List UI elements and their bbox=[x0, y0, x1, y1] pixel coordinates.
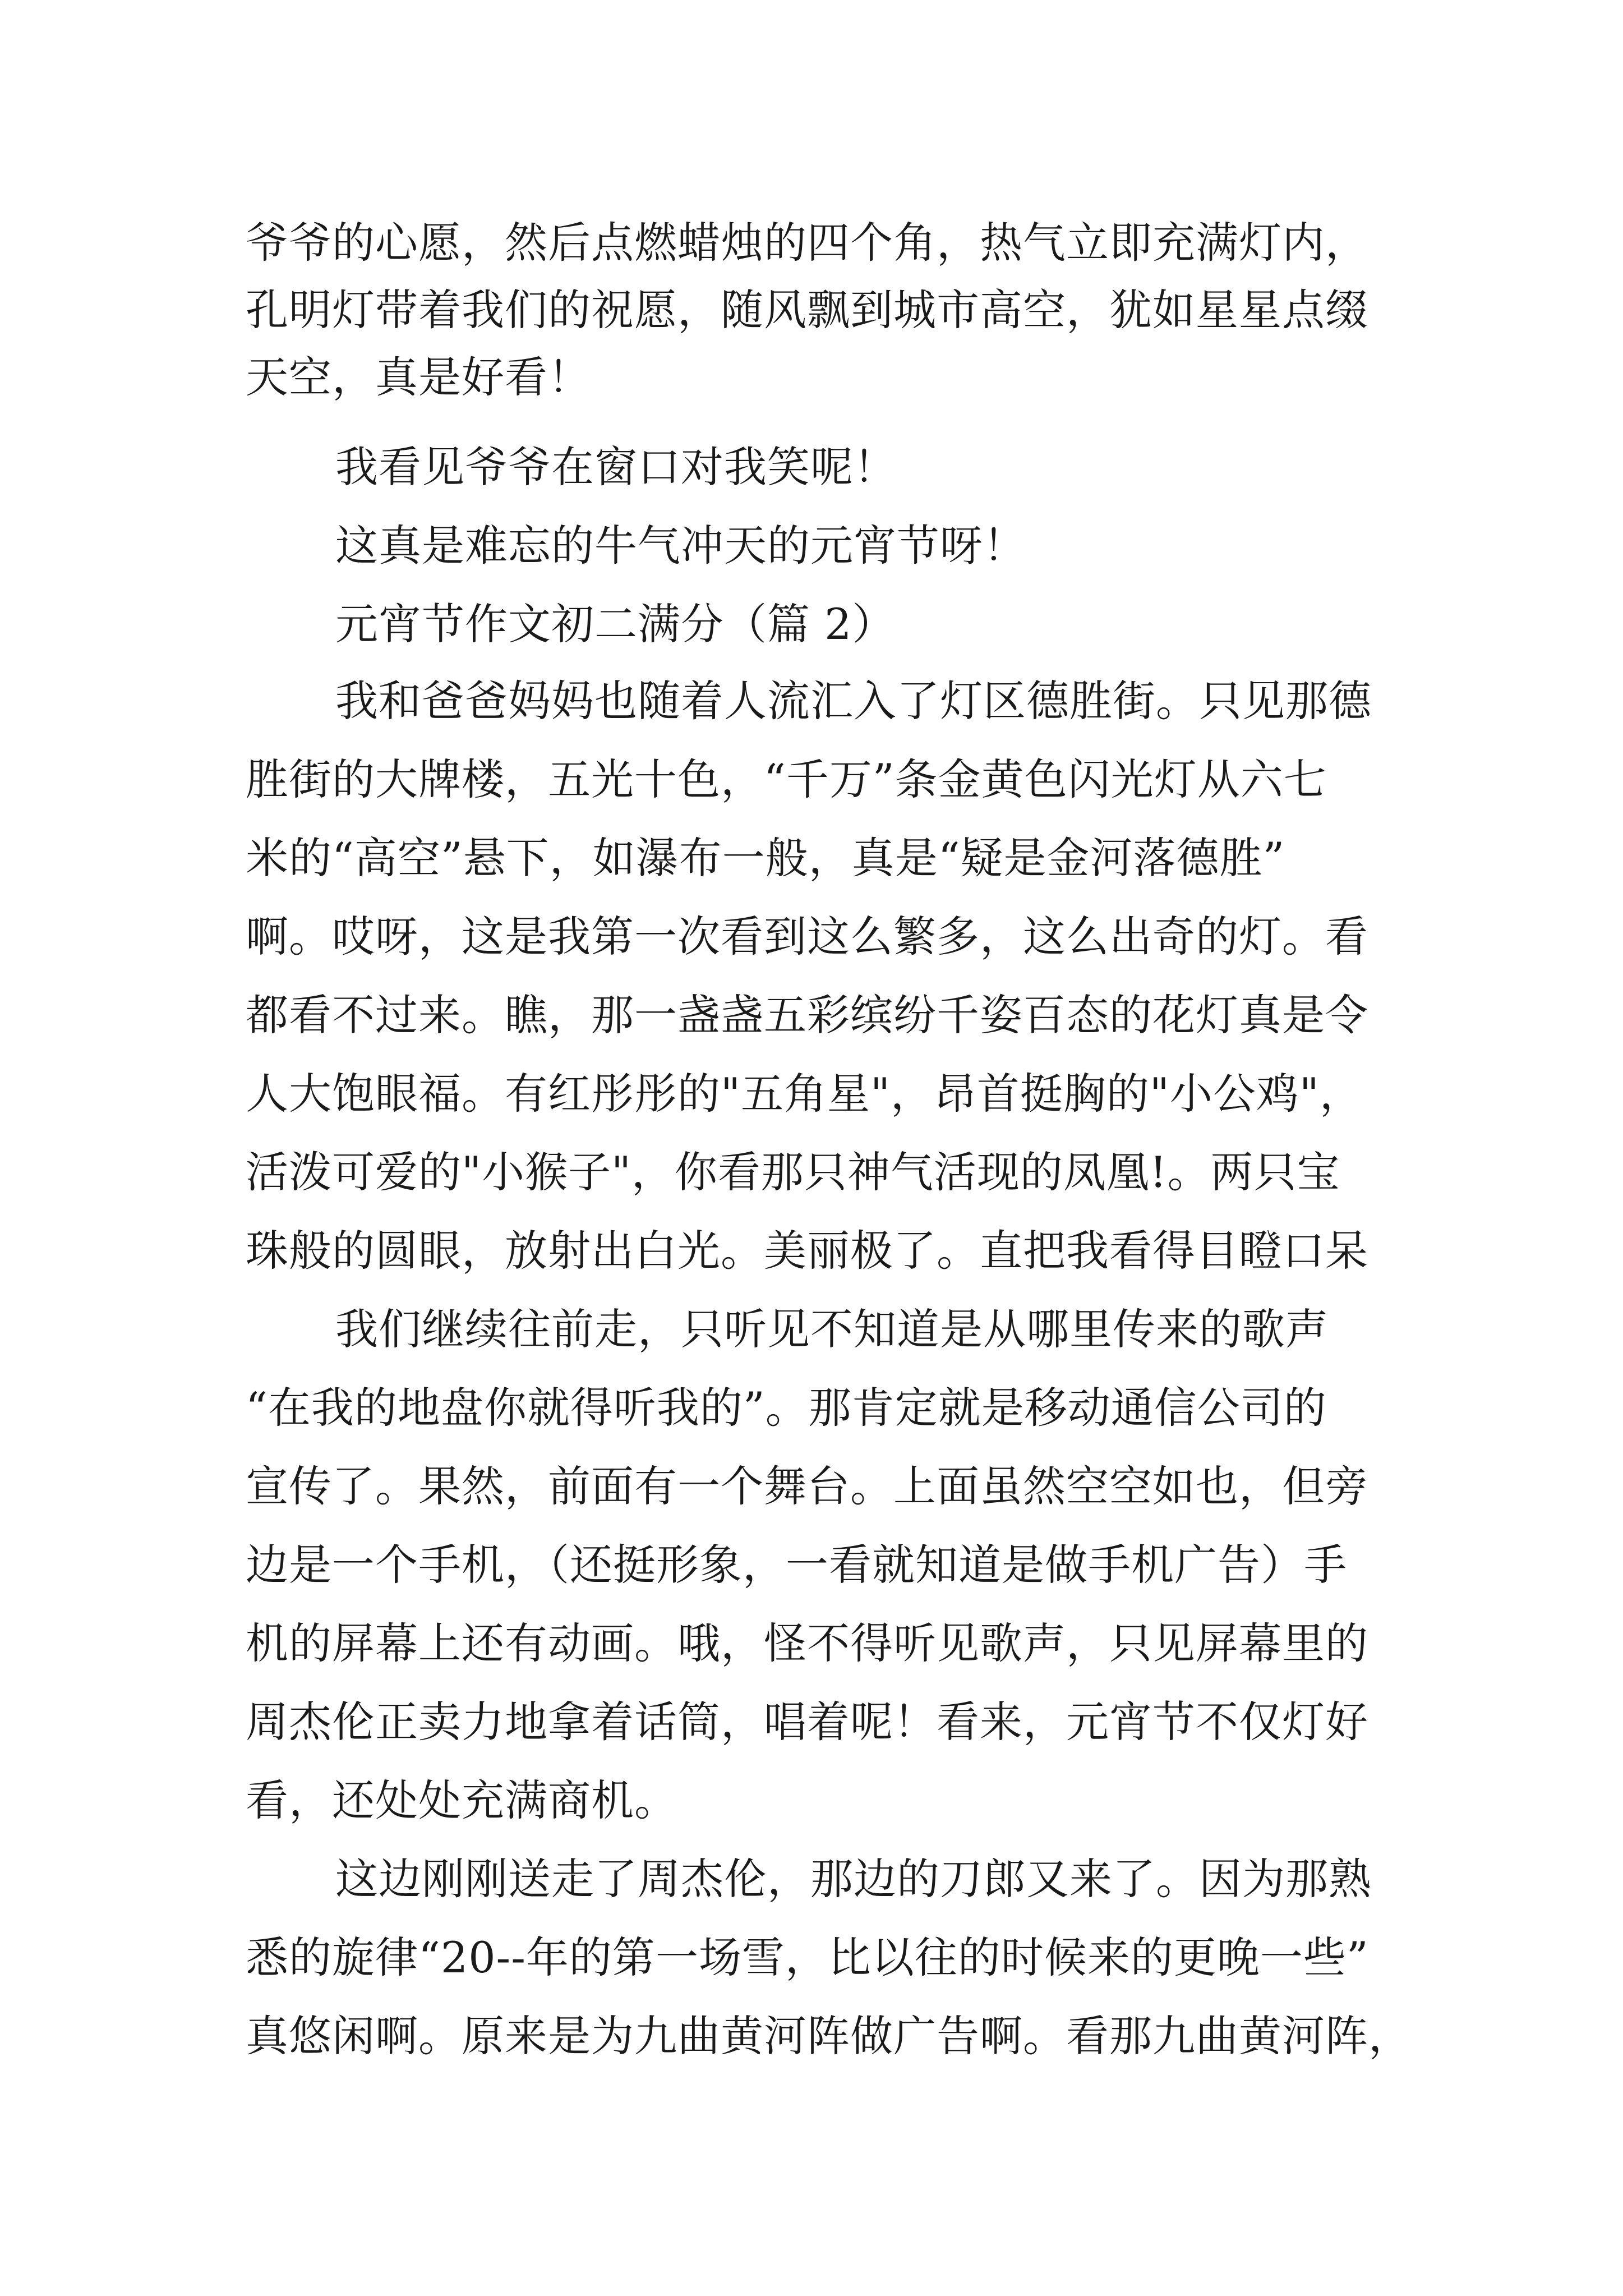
text-line: 天空，真是好看！ bbox=[246, 352, 591, 402]
text-line: 啊。哎呀，这是我第一次看到这么繁多，这么出奇的灯。看 bbox=[246, 912, 1368, 961]
text-line: 活泼可爱的"小猴子"，你看那只神气活现的凤凰!。两只宝 bbox=[246, 1147, 1340, 1197]
text-line: 宣传了。果然，前面有一个舞台。上面虽然空空如也，但旁 bbox=[246, 1461, 1368, 1511]
text-line: 机的屏幕上还有动画。哦，怪不得听见歌声，只见屏幕里的 bbox=[246, 1618, 1368, 1668]
text-line: “在我的地盘你就得听我的”。那肯定就是移动通信公司的 bbox=[246, 1383, 1327, 1433]
paragraph-start: 这真是难忘的牛气冲天的元宵节呀！ bbox=[335, 521, 1026, 570]
text-line: 珠般的圆眼，放射出白光。美丽极了。直把我看得目瞪口呆 bbox=[246, 1226, 1368, 1276]
text-line: 都看不过来。瞧，那一盏盏五彩缤纷千姿百态的花灯真是令 bbox=[246, 990, 1368, 1040]
text-line: 边是一个手机，（还挺形象，一看就知道是做手机广告）手 bbox=[246, 1540, 1347, 1590]
text-line: 人大饱眼福。有红彤彤的"五角星"，昂首挺胸的"小公鸡"， bbox=[246, 1069, 1363, 1119]
text-line: 孔明灯带着我们的祝愿，随风飘到城市高空，犹如星星点缀 bbox=[246, 285, 1368, 335]
text-line: 米的“高空”悬下，如瀑布一般，真是“疑是金河落德胜” bbox=[246, 833, 1285, 883]
paragraph-start: 我和爸爸妈妈也随着人流汇入了灯区德胜街。只见那德 bbox=[335, 676, 1372, 726]
paragraph-start: 这边刚刚送走了周杰伦，那边的刀郎又来了。因为那熟 bbox=[335, 1854, 1372, 1904]
text-line: 爷爷的心愿，然后点燃蜡烛的四个角，热气立即充满灯内， bbox=[246, 218, 1368, 268]
paragraph-start: 我看见爷爷在窗口对我笑呢！ bbox=[335, 442, 897, 492]
paragraph-start: 我们继续往前走，只听见不知道是从哪里传来的歌声 bbox=[335, 1304, 1329, 1354]
text-line: 胜街的大牌楼，五光十色，“千万”条金黄色闪光灯从六七 bbox=[246, 754, 1327, 804]
text-line: 真悠闲啊。原来是为九曲黄河阵做广告啊。看那九曲黄河阵， bbox=[246, 2011, 1412, 2061]
section-heading: 元宵节作文初二满分（篇 2） bbox=[335, 599, 896, 649]
text-line: 悉的旋律“20--年的第一场雪，比以往的时候来的更晚一些” bbox=[246, 1932, 1369, 1982]
text-line: 周杰伦正卖力地拿着话筒，唱着呢！看来，元宵节不仅灯好 bbox=[246, 1697, 1368, 1747]
text-line: 看，还处处充满商机。 bbox=[246, 1775, 677, 1825]
